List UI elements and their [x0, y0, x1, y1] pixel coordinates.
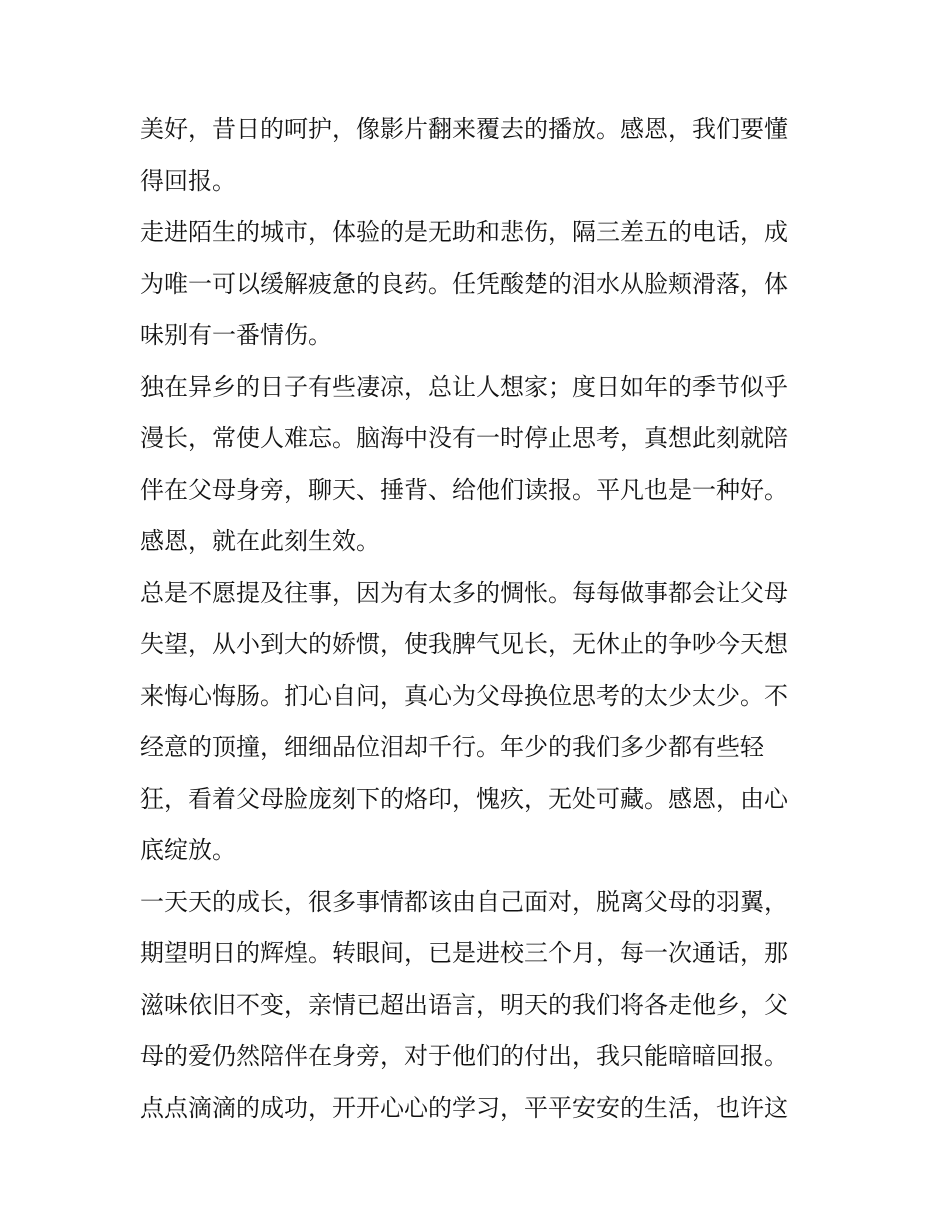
text-line: 滋味依旧不变，亲情已超出语言，明天的我们将各走他乡，父: [140, 990, 788, 1019]
text-line: 感恩，就在此刻生效。: [140, 527, 380, 555]
text-line: 期望明日的辉煌。转眼间，已是进校三个月，每一次通话，那: [140, 939, 788, 967]
text-line: 失望，从小到大的娇惯，使我脾气见长，无休止的争吵今天想: [140, 630, 788, 658]
text-line: 底绽放。: [140, 836, 236, 864]
text-line: 伴在父母身旁，聊天、捶背、给他们读报。平凡也是一种好。: [140, 475, 788, 504]
text-line: 经意的顶撞，细细品位泪却千行。年少的我们多少都有些轻: [140, 733, 764, 761]
text-line: 狂，看着父母脸庞刻下的烙印，愧疚，无处可藏。感恩，由心: [140, 784, 788, 813]
text-line: 味别有一番情伤。: [140, 321, 332, 349]
text-line: 来悔心悔肠。扪心自问，真心为父母换位思考的太少太少。不: [140, 681, 788, 710]
text-line: 母的爱仍然陪伴在身旁，对于他们的付出，我只能暗暗回报。: [140, 1042, 788, 1070]
text-line: 美好，昔日的呵护，像影片翻来覆去的播放。感恩，我们要懂: [140, 115, 788, 143]
text-line: 为唯一可以缓解疲惫的良药。任凭酸楚的泪水从脸颊滑落，体: [140, 269, 788, 298]
body-text: [140, 104, 820, 1134]
text-line: 漫长，常使人难忘。脑海中没有一时停止思考，真想此刻就陪: [140, 424, 788, 452]
text-line: 一天天的成长，很多事情都该由自己面对，脱离父母的羽翼，: [140, 887, 788, 916]
text-line: 总是不愿提及往事，因为有太多的惆怅。每每做事都会让父母: [140, 578, 788, 607]
text-line: 得回报。: [140, 166, 236, 195]
text-line: 走进陌生的城市，体验的是无助和悲伤，隔三差五的电话，成: [140, 218, 788, 246]
text-line: 点点滴滴的成功，开开心心的学习，平平安安的生活，也许这: [140, 1093, 788, 1122]
text-line: 独在异乡的日子有些凄凉，总让人想家；度日如年的季节似乎: [140, 372, 788, 401]
